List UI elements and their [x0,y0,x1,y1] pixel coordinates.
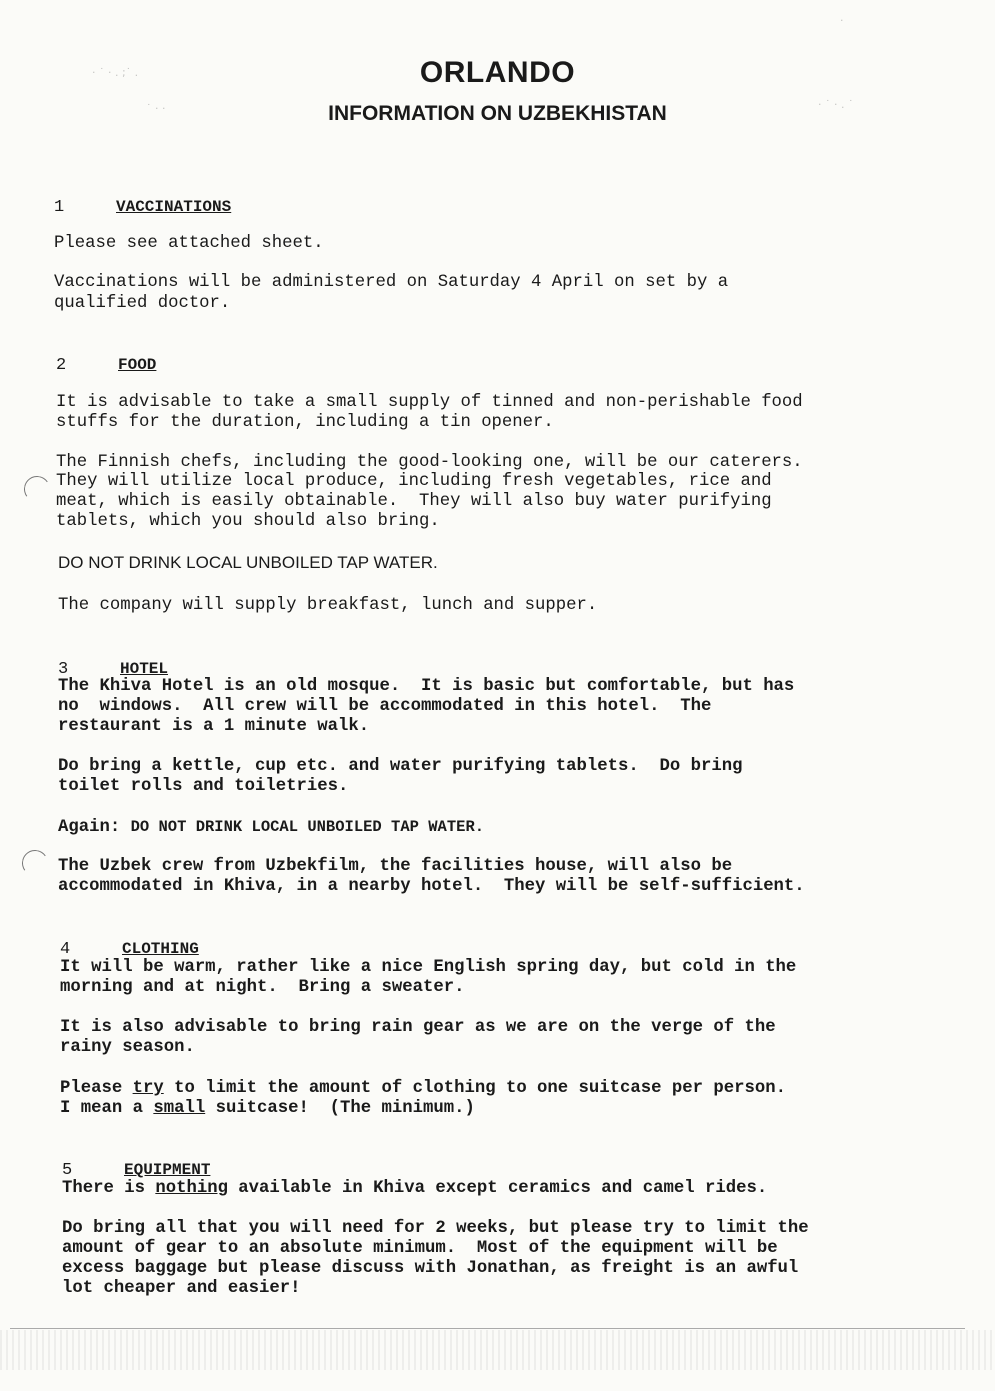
paragraph-line: The Finnish chefs, including the good-looking one, will be our caterers. [56,453,803,472]
scan-speck: · ˙ · . ˙ [818,98,854,111]
text-run: to limit the amount of clothing to one suitcase per person. [163,1079,786,1098]
scan-noise-band [0,1330,995,1370]
paragraph-line: no windows. All crew will be accommodated in this hotel. The [58,697,712,716]
paragraph-line: morning and at night. Bring a sweater. [60,978,465,997]
warning-text: DO NOT DRINK LOCAL UNBOILED TAP WATER. [130,818,485,836]
warning-text: DO NOT DRINK LOCAL UNBOILED TAP WATER. [58,553,438,572]
section-heading-food: FOOD [118,356,157,374]
paragraph-line [62,1179,767,1200]
section-heading-hotel: HOTEL [120,660,169,678]
emphasis-nothing: nothing [155,1179,228,1198]
paragraph-line: excess baggage but please discuss with Jonathan, as freight is an awful [62,1259,799,1278]
paragraph-line: It is advisable to take a small supply of tinned and non-perishable food [56,393,803,412]
scan-speck: · [840,14,844,27]
section-heading-vaccinations: VACCINATIONS [116,198,232,216]
paragraph: Please see attached sheet. [54,234,324,253]
emphasis-try: try [132,1079,164,1098]
section-number: 2 [56,356,67,375]
section-heading-clothing: CLOTHING [122,940,199,958]
punch-hole-mark [20,848,50,878]
paragraph-line: Do bring all that you will need for 2 weeks, but please try to limit the [62,1219,809,1238]
emphasis-small: small [153,1099,206,1118]
document-subtitle: INFORMATION ON UZBEKHISTAN [328,102,667,125]
text-run: Please [60,1079,133,1098]
paragraph-line: toilet rolls and toiletries. [58,777,349,796]
paragraph-line: Do bring a kettle, cup etc. and water purifying tablets. Do bring [58,757,743,776]
section-number: 1 [54,198,65,217]
section-number: 5 [62,1161,73,1180]
section-number: 3 [58,660,69,679]
document-title: ORLANDO [419,56,576,89]
paragraph-line [60,1099,475,1120]
paragraph-line: The Khiva Hotel is an old mosque. It is basic but comfortable, but has [58,677,795,696]
paragraph-line: Vaccinations will be administered on Saturday 4 April on set by a [54,273,729,292]
paragraph-line: accommodated in Khiva, in a nearby hotel. They will be self-sufficient. [58,877,805,896]
section-number: 4 [60,940,71,959]
text-run: available in Khiva except ceramics and camel rides. [227,1179,768,1198]
paragraph-line: restaurant is a 1 minute walk. [58,717,370,736]
text-run: I mean a [60,1099,154,1118]
paragraph-line: qualified doctor. [54,294,231,313]
paragraph-line: stuffs for the duration, including a tin opener. [56,413,554,432]
text-run: suitcase! (The minimum.) [205,1099,475,1118]
punch-hole-mark [22,474,52,504]
scan-speck: ˙ · · [146,102,166,115]
scan-speck: · ˙ · . ;˙ . [92,66,139,79]
paragraph-line [60,1079,786,1100]
paragraph: The company will supply breakfast, lunch and supper. [58,596,598,615]
paragraph-line: They will utilize local produce, including fresh vegetables, rice and [56,472,772,491]
paragraph-line: It will be warm, rather like a nice English spring day, but cold in the [60,958,797,977]
section-heading-equipment: EQUIPMENT [124,1161,211,1179]
page-edge-line [10,1328,965,1329]
again-prefix: Again: [58,818,131,837]
paragraph-line: amount of gear to an absolute minimum. Most of the equipment will be [62,1239,778,1258]
text-run: There is [62,1179,156,1198]
paragraph-line: lot cheaper and easier! [62,1279,301,1298]
paragraph-line: The Uzbek crew from Uzbekfilm, the facilities house, will also be [58,857,733,876]
paragraph-line [58,817,484,839]
paragraph-line: meat, which is easily obtainable. They will also buy water purifying [56,492,772,511]
paragraph-line: It is also advisable to bring rain gear as we are on the verge of the [60,1018,776,1037]
paragraph-line: rainy season. [60,1038,195,1057]
paragraph-line: tablets, which you should also bring. [56,512,440,531]
